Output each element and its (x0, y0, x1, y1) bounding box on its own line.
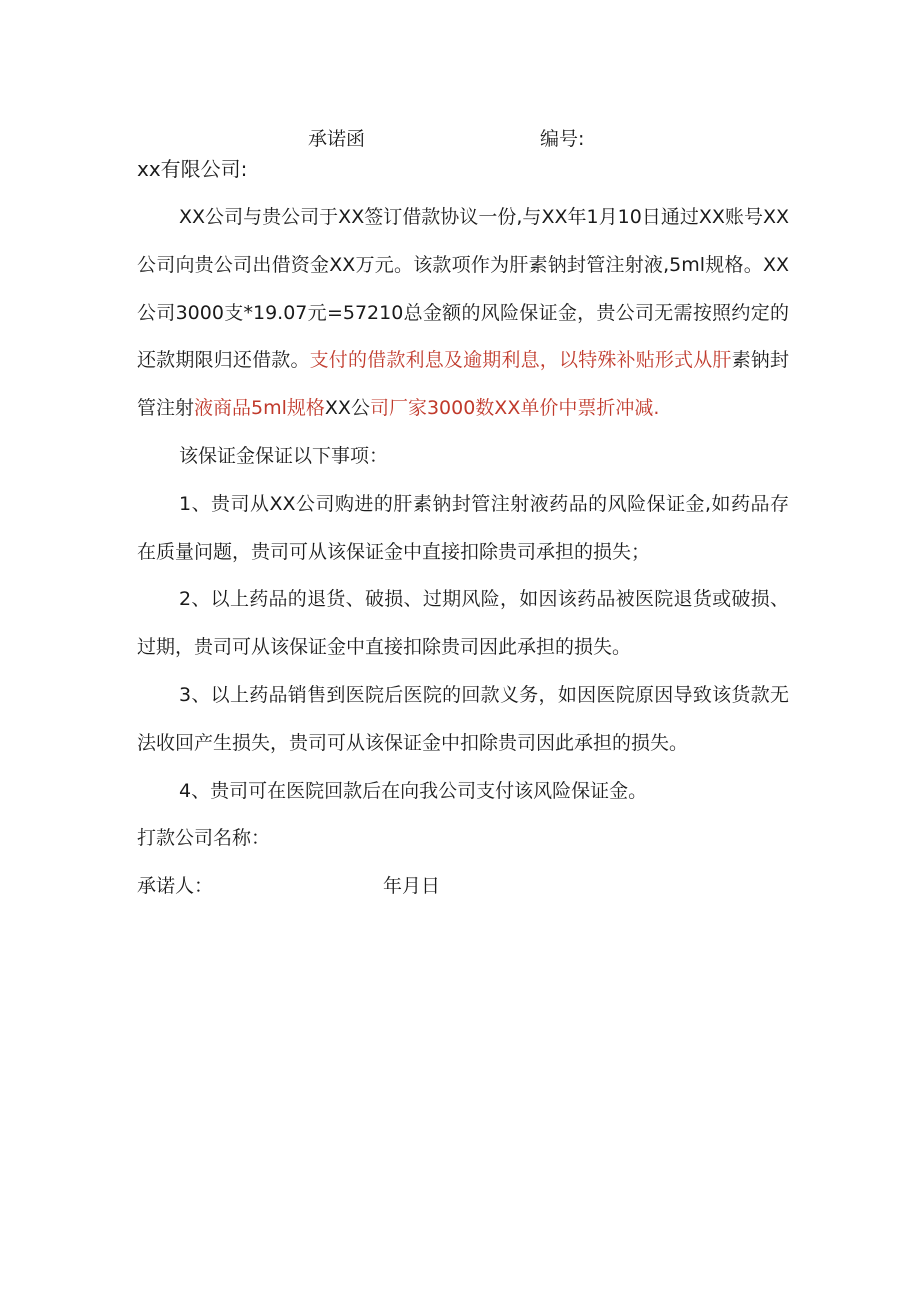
addressee: xx有限公司: (137, 157, 248, 181)
serial-number-label: 编号: (540, 128, 585, 150)
promisor-label: 承诺人： (137, 875, 214, 898)
signature-row (137, 863, 789, 911)
paragraph-loan-agreement (137, 194, 789, 433)
paragraph-text: XX公司与贵公司于XX签订借款协议一份,与XX年1月10日通过XX账号XX公司向贵公司出借资金XX万元。该款项作为肝素钠封管注射液,5ml规格。XX公司3000支*19.07元=57210总金额的风险保证金，贵公司无需按照约定的还款期限归还借款。 (137, 206, 789, 372)
guarantee-item-3: 3、以上药品销售到医院后医院的回款义务，如因医院原因导致该货款无法收回产生损失，贵司可从该保证金中扣除贵司因此承担的损失。 (137, 683, 789, 754)
date-label: 年月日 (383, 875, 441, 898)
highlighted-text: 司厂家3000数XX单价中票折冲减. (369, 397, 660, 420)
document-title: 承诺函 (308, 128, 366, 150)
title-row (0, 124, 920, 154)
highlighted-text: 液商品5ml规格 (194, 397, 325, 420)
guarantee-item-1: 1、贵司从XX公司购进的肝素钠封管注射液药品的风险保证金,如药品存在质量问题，贵司可从该保证金中直接扣除贵司承担的损失； (137, 492, 789, 563)
paragraph-text: 素钠封管注射 (137, 349, 789, 420)
payer-company-label: 打款公司名称： (137, 827, 271, 850)
paragraph-text: XX公 (324, 397, 370, 420)
document-body (137, 194, 789, 911)
guarantee-intro: 该保证金保证以下事项： (179, 444, 389, 467)
guarantee-item-4: 4、贵司可在医院回款后在向我公司支付该风险保证金。 (179, 779, 648, 802)
highlighted-text: 支付的借款利息及逾期利息，以特殊补贴形式从肝 (309, 349, 732, 372)
guarantee-item-2: 2、以上药品的退货、破损、过期风险，如因该药品被医院退货或破损、过期，贵司可从该保证金中直接扣除贵司因此承担的损失。 (137, 588, 789, 659)
